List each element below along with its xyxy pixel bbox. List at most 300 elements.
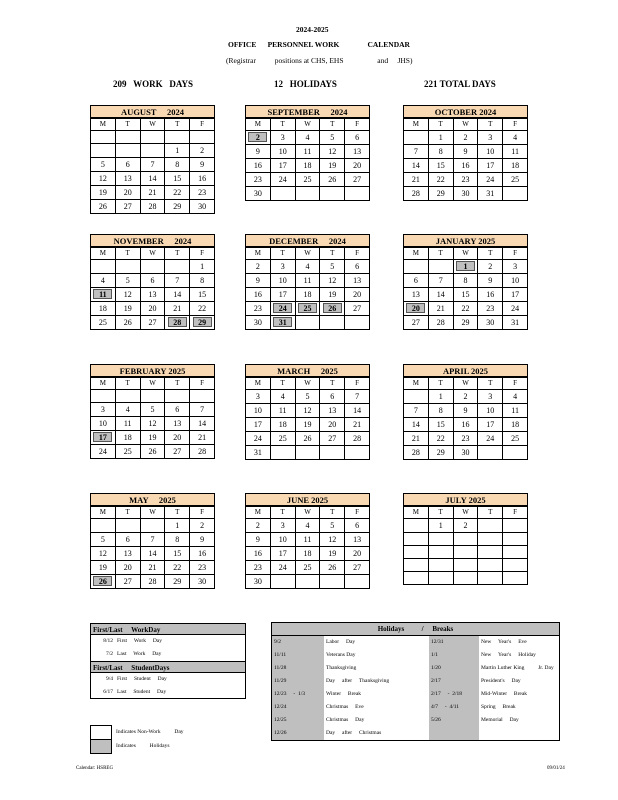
day-cell: 5 [320,260,345,274]
weekday-header: M [91,378,116,390]
day-cell [404,533,429,546]
holiday-row [272,701,559,714]
holiday-name: Mid-Winter Break [481,691,528,697]
day-cell: 4 [295,519,320,533]
holiday-date: 12/26 [272,727,324,740]
weekday-header: T [270,119,295,131]
weekday-header: M [404,248,429,260]
day-cell: 7 [190,403,215,417]
day-cell: 10 [91,417,116,431]
day-cell: 4 [270,390,295,404]
day-cell: 30 [246,187,271,201]
day-cell [91,131,116,144]
month-title: JANUARY 2025 [403,234,528,247]
holiday-day-cell [320,302,345,316]
day-cell: 13 [115,172,140,186]
weekday-header: T [320,248,345,260]
weekday-header: F [345,378,370,390]
day-cell: 19 [115,302,140,316]
weekday-header: M [91,119,116,131]
day-cell: 22 [428,173,453,187]
month-calendar [90,105,215,214]
day-cell: 26 [320,561,345,575]
day-cell: 4 [295,260,320,274]
day-cell: 28 [140,575,165,589]
legend-nonwork-swatch [90,725,112,740]
day-cell: 23 [453,432,478,446]
holiday-day: 24 [273,303,292,313]
day-cell: 13 [115,547,140,561]
day-cell: 30 [453,187,478,201]
holiday-row [272,727,559,740]
footer-date: 09/01/24 [547,766,565,771]
month-title: DECEMBER 2024 [245,234,370,247]
day-cell: 16 [246,288,271,302]
weekday-header: T [320,378,345,390]
day-cell: 16 [190,172,215,186]
day-cell: 10 [270,533,295,547]
holiday-day: 17 [93,432,112,442]
day-cell: 19 [91,186,116,200]
day-cell: 23 [478,302,503,316]
month-calendar [245,364,370,460]
day-cell: 22 [190,302,215,316]
day-cell: 14 [140,172,165,186]
weekday-header: F [345,248,370,260]
day-cell: 10 [270,145,295,159]
day-cell [115,144,140,158]
month-calendar [245,105,370,201]
day-cell: 24 [91,445,116,459]
day-cell [404,390,429,404]
month-day-grid [90,506,215,589]
day-cell: 15 [428,159,453,173]
holiday-day-cell [246,131,271,145]
day-cell: 14 [165,288,190,302]
last-workday-label: Last Work Day [117,651,162,657]
weekday-header: F [190,248,215,260]
day-cell: 18 [270,418,295,432]
month-day-grid [90,377,215,459]
month-title: AUGUST 2024 [90,105,215,118]
month-calendar [245,493,370,589]
day-cell: 21 [140,561,165,575]
day-cell: 21 [140,186,165,200]
weekday-header: F [190,378,215,390]
month-title: SEPTEMBER 2024 [245,105,370,118]
weekday-header: T [320,119,345,131]
day-cell: 9 [453,145,478,159]
day-cell: 15 [428,418,453,432]
day-cell: 20 [115,561,140,575]
holiday-name: Thanksgiving [326,665,357,671]
holiday-row [272,649,559,662]
day-cell [345,446,370,460]
month-calendar [403,234,528,330]
day-cell [165,390,190,403]
day-cell: 11 [295,145,320,159]
weekday-header: W [295,378,320,390]
first-workday-row [90,635,246,648]
weekday-header: T [165,378,190,390]
day-cell: 5 [295,390,320,404]
holiday-row [272,675,559,688]
holiday-date: 11/29 [272,675,324,688]
day-cell: 3 [91,403,116,417]
day-cell [140,260,165,274]
day-cell: 12 [295,404,320,418]
day-cell: 12 [115,288,140,302]
day-cell: 7 [165,274,190,288]
day-cell: 6 [165,403,190,417]
day-cell: 1 [428,390,453,404]
weekday-header: T [115,248,140,260]
weekday-header: T [115,507,140,519]
day-cell: 1 [165,519,190,533]
day-cell: 7 [428,274,453,288]
holiday-day: 20 [406,303,425,313]
holiday-row [272,714,559,727]
day-cell: 22 [453,302,478,316]
day-cell: 11 [503,145,528,159]
holidays-breaks-title: Holidays / Breaks [272,623,559,636]
day-cell: 16 [190,547,215,561]
holiday-name: Labor Day [326,639,356,645]
weekday-header: M [404,507,429,519]
holiday-day-cell [165,316,190,330]
day-cell: 30 [190,200,215,214]
day-cell: 24 [270,173,295,187]
day-cell: 25 [295,173,320,187]
day-cell: 18 [295,288,320,302]
weekday-header: T [428,507,453,519]
month-day-grid [90,118,215,214]
legend-nonwork-label: Indicates Non-Work Day [116,729,184,735]
weekday-header: T [165,507,190,519]
holiday-name: New Year's Eve [481,639,527,645]
day-cell: 8 [428,404,453,418]
day-cell: 26 [295,432,320,446]
day-cell: 13 [404,288,429,302]
day-cell: 26 [140,445,165,459]
month-day-grid [245,377,370,460]
day-cell: 17 [478,418,503,432]
holiday-date: 12/31 [429,636,479,649]
holiday-day-cell [91,575,116,589]
day-cell [453,533,478,546]
holiday-name: Martin Luther King Jr. Day [481,665,554,671]
day-cell: 9 [246,533,271,547]
day-cell [503,446,528,460]
day-cell: 2 [190,519,215,533]
day-cell: 17 [270,159,295,173]
day-cell: 10 [503,274,528,288]
day-cell [345,575,370,589]
holiday-day: 2 [248,132,267,142]
day-cell [91,519,116,533]
day-cell [295,446,320,460]
work-days-total: 209 WORK DAYS [113,79,194,89]
day-cell: 14 [428,288,453,302]
weekday-header: T [428,378,453,390]
day-cell [404,519,429,533]
day-cell: 19 [140,431,165,445]
day-cell: 20 [345,159,370,173]
day-cell: 27 [404,316,429,330]
day-cell: 28 [404,446,429,460]
day-cell: 17 [503,288,528,302]
day-cell: 28 [404,187,429,201]
day-cell: 1 [428,131,453,145]
day-cell: 2 [246,519,271,533]
day-cell: 3 [478,390,503,404]
holidays-breaks-panel [271,622,560,741]
day-cell [428,546,453,559]
day-cell [270,446,295,460]
month-day-grid [90,247,215,330]
weekday-header: F [503,248,528,260]
day-cell: 14 [190,417,215,431]
month-title: JULY 2025 [403,493,528,506]
total-days: 221 TOTAL DAYS [424,79,496,89]
day-cell: 21 [404,432,429,446]
weekday-header: M [246,378,271,390]
first-studentday-label: First Student Day [117,676,167,682]
day-cell: 3 [270,260,295,274]
day-cell: 12 [140,417,165,431]
day-cell [453,546,478,559]
day-cell: 29 [165,200,190,214]
day-cell: 8 [453,274,478,288]
day-cell: 7 [140,533,165,547]
day-cell: 30 [246,575,271,589]
weekday-header: M [246,507,271,519]
day-cell: 10 [478,145,503,159]
day-cell [404,260,429,274]
holiday-row [272,636,559,649]
day-cell: 16 [246,159,271,173]
day-cell: 25 [503,432,528,446]
holiday-date: 4/7 - 4/11 [429,701,479,714]
day-cell [404,131,429,145]
day-cell [404,572,429,585]
day-cell [345,187,370,201]
legend-holiday-swatch [90,739,112,754]
day-cell: 18 [295,159,320,173]
day-cell: 6 [115,158,140,172]
day-cell: 25 [295,561,320,575]
day-cell [404,546,429,559]
day-cell: 2 [190,144,215,158]
weekday-header: T [270,378,295,390]
holiday-name: Day after Christmas [326,730,382,736]
day-cell: 11 [295,274,320,288]
weekday-header: W [140,378,165,390]
day-cell: 29 [428,187,453,201]
weekday-header: W [453,378,478,390]
day-cell: 13 [345,145,370,159]
day-cell: 9 [478,274,503,288]
day-cell: 20 [165,431,190,445]
day-cell: 14 [140,547,165,561]
weekday-header: T [165,248,190,260]
weekday-header: F [345,507,370,519]
day-cell [503,572,528,585]
day-cell: 30 [190,575,215,589]
day-cell: 27 [115,200,140,214]
weekday-header: T [428,119,453,131]
day-cell [320,575,345,589]
day-cell: 12 [320,274,345,288]
holiday-date: 12/25 [272,714,324,727]
day-cell: 11 [295,533,320,547]
day-cell: 22 [428,432,453,446]
day-cell: 5 [91,533,116,547]
weekday-header: M [91,248,116,260]
day-cell [478,546,503,559]
holiday-date: 12/24 [272,701,324,714]
day-cell: 20 [345,288,370,302]
footer-source: Calendar: HSREG [76,766,114,771]
weekday-header: M [404,119,429,131]
day-cell: 13 [345,274,370,288]
holiday-name: President's Day [481,678,521,684]
weekday-header: M [91,507,116,519]
month-title: JUNE 2025 [245,493,370,506]
day-cell [115,260,140,274]
day-cell: 24 [478,432,503,446]
month-calendar [90,364,215,459]
holiday-date [429,727,479,740]
day-cell: 19 [295,418,320,432]
day-cell: 5 [115,274,140,288]
day-cell: 28 [140,200,165,214]
last-workday-row [90,648,246,661]
day-cell: 30 [453,446,478,460]
weekday-header: T [165,119,190,131]
day-cell: 15 [190,288,215,302]
day-cell: 23 [190,561,215,575]
day-cell: 3 [246,390,271,404]
weekday-header: W [453,119,478,131]
day-cell [140,390,165,403]
weekday-header: W [295,248,320,260]
calendar-year: 2024-2025 [296,25,329,34]
day-cell: 5 [320,131,345,145]
day-cell [140,144,165,158]
holiday-name: Winter Break [326,691,362,697]
day-cell: 22 [165,561,190,575]
day-cell: 6 [404,274,429,288]
weekday-header: F [190,119,215,131]
weekday-header: T [478,378,503,390]
day-cell: 6 [140,274,165,288]
weekday-header: T [115,378,140,390]
day-cell: 13 [140,288,165,302]
holiday-day-cell [190,316,215,330]
holidays-breaks-list [272,636,559,740]
holiday-day-cell [404,302,429,316]
day-cell: 10 [478,404,503,418]
day-cell [503,559,528,572]
month-day-grid [403,377,528,460]
day-cell: 27 [115,575,140,589]
day-cell: 27 [345,302,370,316]
holiday-name: Christmas Day [326,717,365,723]
month-calendar [403,364,528,460]
day-cell [115,131,140,144]
day-cell: 2 [453,131,478,145]
day-cell: 1 [190,260,215,274]
day-cell: 8 [190,274,215,288]
day-cell: 5 [140,403,165,417]
weekday-header: T [270,507,295,519]
day-cell: 15 [453,288,478,302]
day-cell: 2 [453,519,478,533]
day-cell: 31 [503,316,528,330]
day-cell [190,390,215,403]
first-last-workday-title: First/Last WorkDay [90,623,246,635]
day-cell: 21 [404,173,429,187]
day-cell: 6 [320,390,345,404]
day-cell: 30 [478,316,503,330]
weekday-header: T [478,248,503,260]
month-calendar [90,234,215,330]
holiday-row [272,688,559,701]
weekday-header: M [246,119,271,131]
day-cell: 27 [165,445,190,459]
holiday-day-cell [91,431,116,445]
day-cell [140,131,165,144]
holiday-name: Memorial Day [481,717,519,723]
day-cell: 4 [295,131,320,145]
weekday-header: W [453,507,478,519]
month-day-grid [245,506,370,589]
day-cell: 14 [404,418,429,432]
day-cell: 13 [165,417,190,431]
holiday-day: 1 [456,261,475,271]
day-cell: 1 [165,144,190,158]
day-cell: 13 [345,533,370,547]
day-cell: 9 [246,145,271,159]
day-cell: 10 [270,274,295,288]
day-cell: 17 [270,547,295,561]
first-workday-label: First Work Day [117,638,162,644]
holiday-date: 1/1 [429,649,479,662]
day-cell: 18 [503,159,528,173]
day-cell: 28 [428,316,453,330]
day-cell: 23 [246,561,271,575]
day-cell: 16 [453,159,478,173]
day-cell [404,559,429,572]
day-cell [91,390,116,403]
day-cell: 23 [453,173,478,187]
day-cell: 19 [91,561,116,575]
holiday-date: 1/20 [429,662,479,675]
holiday-name: Day after Thanksgiving [326,678,390,684]
day-cell [270,187,295,201]
day-cell: 29 [165,575,190,589]
day-cell [503,519,528,533]
holiday-day-cell [270,316,295,330]
day-cell [478,519,503,533]
day-cell: 5 [320,519,345,533]
holiday-name: New Year's Holiday [481,652,536,658]
day-cell: 19 [320,288,345,302]
day-cell: 12 [320,533,345,547]
day-cell [115,519,140,533]
legend-holiday-label: Indicates Holidays [116,743,170,749]
